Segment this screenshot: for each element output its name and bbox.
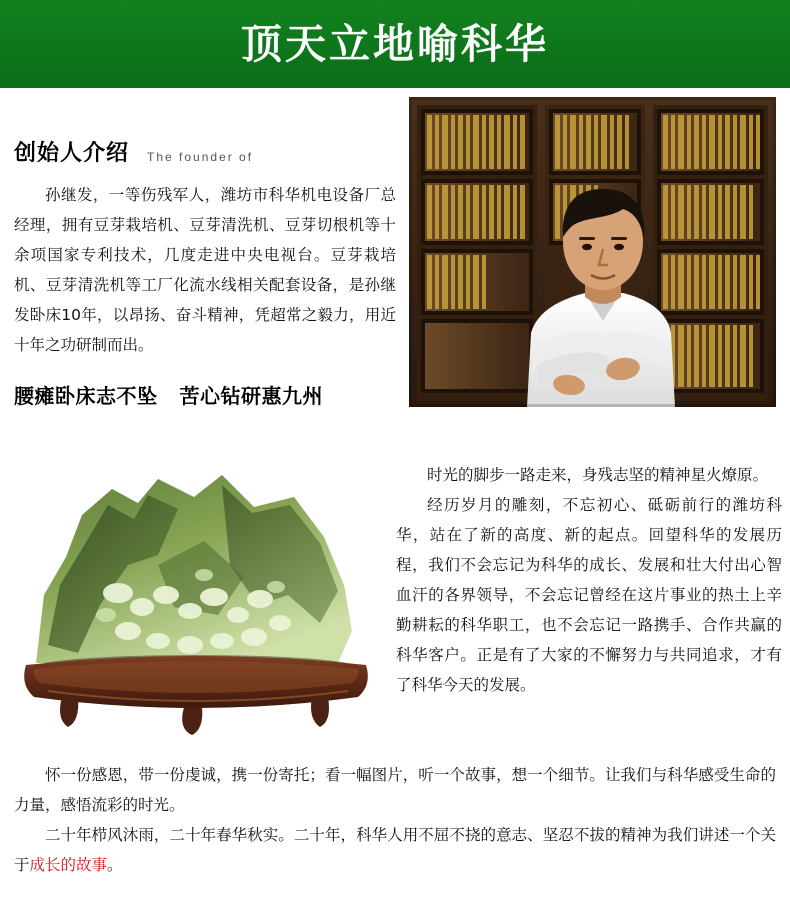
header-banner [0, 0, 790, 88]
founder-photo-image [409, 97, 776, 407]
slogan-right: 苦心钻研惠九州 [179, 384, 323, 408]
founder-bio: 孙继发，一等伤残军人，潍坊市科华机电设备厂总经理，拥有豆芽栽培机、豆芽清洗机、豆芽切根机等十余项国家专利技术，几度走进中央电视台。豆芽栽培机、豆芽清洗机等工厂化流水线相关配套设备，是孙继发卧床10年，以昂扬、奋斗精神，凭超常之毅力，用近十年之功研制而出。 [14, 186, 396, 354]
body-right-column [396, 460, 782, 700]
jade-stone-image [8, 445, 388, 735]
page-title: 顶天立地喻科华 [241, 19, 549, 68]
jade-stone-photo [8, 445, 388, 735]
body-paragraph-3: 怀一份感恩，带一份虔诚，携一份寄托；看一幅图片，听一个故事，想一个细节。让我们与科华感受生命的力量，感悟流彩的时光。 [14, 766, 776, 814]
founder-photo [409, 97, 776, 407]
founder-heading-en: The founder of [147, 150, 254, 164]
body-paragraph-4-before: 二十年栉风沐雨，二十年春华秋实。二十年，科华人用不屈不挠的意志、坚忍不拔的精神为我们讲述一个关于 [14, 826, 776, 874]
body-paragraph-4-accent: 成长的故事 [29, 856, 108, 874]
body-paragraph-1: 时光的脚步一路走来，身残志坚的精神星火燎原。 [427, 466, 769, 484]
founder-heading [14, 136, 253, 167]
body-paragraph-2: 经历岁月的雕刻，不忘初心、砥砺前行的潍坊科华，站在了新的高度、新的起点。回望科华的发展历程，我们不会忘记为科华的成长、发展和壮大付出心智血汗的各界领导，不会忘记曾经在这片事业的热土上辛勤耕耘的科华职工，也不会忘记一路携手、合作共赢的科华客户。正是有了大家的不懈努力与共同追求，才有了科华今天的发展。 [396, 496, 782, 694]
founder-slogan [14, 380, 404, 409]
slogan-left: 腰瘫卧床志不坠 [14, 384, 158, 408]
founder-heading-cn: 创始人介绍 [14, 141, 130, 166]
body-paragraph-4 [14, 820, 776, 880]
body-bottom-block [14, 760, 776, 880]
body-paragraph-4-after: 。 [107, 856, 123, 874]
